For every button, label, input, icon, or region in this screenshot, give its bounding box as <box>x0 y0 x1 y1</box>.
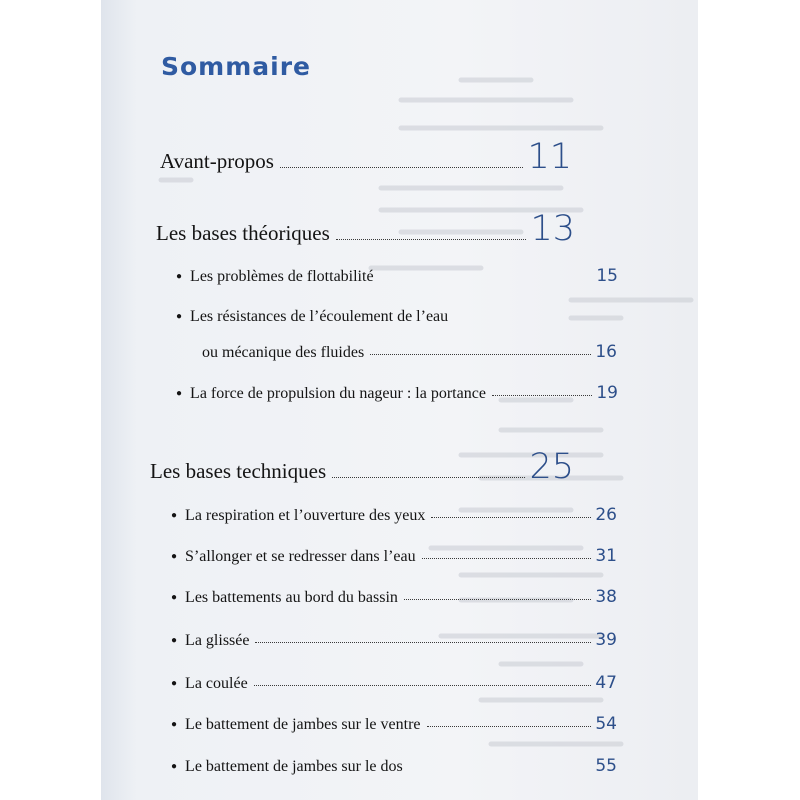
toc-entry-respiration[interactable] <box>171 505 617 525</box>
spacer <box>409 768 592 769</box>
toc-label: Le battement de jambes sur le dos <box>185 758 403 775</box>
dot-leader <box>332 476 525 478</box>
toc-label: Avant-propos <box>160 149 274 173</box>
dot-leader <box>336 238 527 240</box>
dot-leader <box>254 684 592 686</box>
bullet-icon: ● <box>176 311 183 322</box>
toc-page-number: 15 <box>596 266 618 286</box>
bullet-icon: ● <box>171 719 178 730</box>
bullet-icon: ● <box>171 592 178 603</box>
dot-leader <box>404 598 591 600</box>
toc-entry-battement-ventre[interactable] <box>171 714 617 734</box>
dot-leader <box>422 557 592 559</box>
toc-entry-avant-propos[interactable] <box>160 137 572 177</box>
toc-label: La force de propulsion du nageur : la portance <box>190 385 486 402</box>
toc-label: La glissée <box>185 632 250 649</box>
toc-entry-allonger[interactable] <box>171 546 617 566</box>
toc-entry-bases-techniques[interactable] <box>150 447 574 487</box>
toc-page-number: 39 <box>595 630 617 650</box>
toc-label: Les problèmes de flottabilité <box>190 268 374 285</box>
toc-page-number: 47 <box>595 673 617 693</box>
toc-page-number: 54 <box>595 714 617 734</box>
toc-page-number: 55 <box>595 756 617 776</box>
toc-page-number: 11 <box>527 137 572 177</box>
bullet-icon: ● <box>176 388 183 399</box>
page-title: Sommaire <box>161 52 312 81</box>
toc-page-number: 25 <box>529 447 574 487</box>
toc-entry-resistances-cont[interactable] <box>202 342 617 362</box>
dot-leader <box>280 166 524 168</box>
bullet-icon: ● <box>171 761 178 772</box>
toc-page-number: 31 <box>595 546 617 566</box>
toc-label: La respiration et l’ouverture des yeux <box>185 507 426 524</box>
toc-label: Les bases techniques <box>150 459 327 483</box>
bullet-icon: ● <box>176 271 183 282</box>
toc-page-number: 19 <box>596 383 618 403</box>
toc-label-line1: Les résistances de l’écoulement de l’eau <box>190 308 449 325</box>
dot-leader <box>255 641 591 643</box>
bullet-icon: ● <box>171 678 178 689</box>
toc-entry-battements-bord[interactable] <box>171 587 617 607</box>
toc-label: Les bases théoriques <box>156 221 330 245</box>
toc-entry-glissee[interactable] <box>171 630 617 650</box>
dot-leader <box>492 394 592 396</box>
toc-label: Les battements au bord du bassin <box>185 589 398 606</box>
toc-entry-battement-dos[interactable] <box>171 756 617 776</box>
toc-entry-flottabilite[interactable] <box>176 266 618 286</box>
dot-leader <box>370 353 591 355</box>
toc-entry-propulsion[interactable] <box>176 383 618 403</box>
toc-entry-resistances[interactable] <box>176 308 618 326</box>
dot-leader <box>427 725 592 727</box>
toc-label: Le battement de jambes sur le ventre <box>185 716 421 733</box>
toc-label-line2: ou mécanique des fluides <box>202 344 365 361</box>
toc-page-number: 13 <box>530 209 575 249</box>
toc-entry-bases-theoriques[interactable] <box>156 209 575 249</box>
spacer <box>380 278 593 279</box>
toc-page-number: 26 <box>595 505 617 525</box>
dot-leader <box>431 516 591 518</box>
toc-label: S’allonger et se redresser dans l’eau <box>185 548 416 565</box>
bullet-icon: ● <box>171 551 178 562</box>
toc-page-number: 38 <box>595 587 617 607</box>
toc-entry-coulee[interactable] <box>171 673 617 693</box>
toc-label: La coulée <box>185 675 248 692</box>
book-page <box>101 0 698 800</box>
bullet-icon: ● <box>171 510 178 521</box>
toc-page-number: 16 <box>595 342 617 362</box>
bullet-icon: ● <box>171 635 178 646</box>
